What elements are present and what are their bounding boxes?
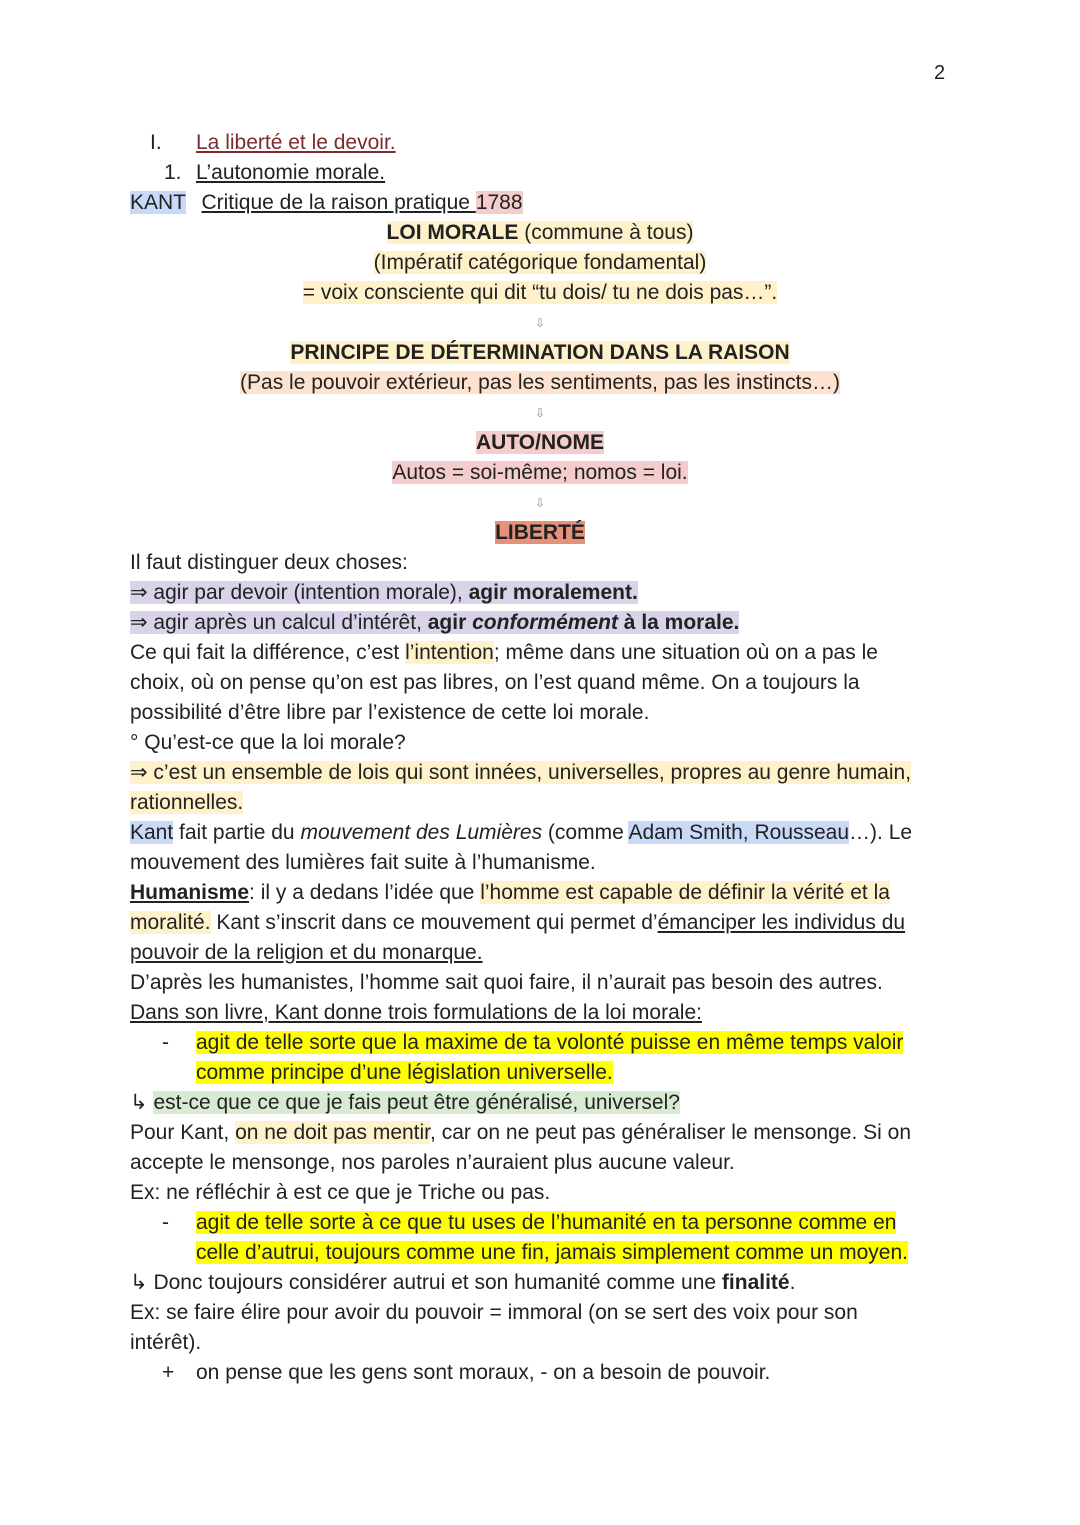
- paragraph-line: mouvement des lumières fait suite à l’humanisme.: [130, 851, 596, 874]
- paragraph-line: choix, où on pense qu’on est pas libres, on l’est quand même. On a toujours la: [130, 671, 860, 694]
- page-number: 2: [934, 62, 946, 84]
- paragraph-line: possibilité d’être libre par l’existence de cette loi morale.: [130, 701, 650, 724]
- down-arrow-icon: ⇩: [534, 496, 546, 510]
- paragraph-line: intérêt).: [130, 1331, 202, 1354]
- dash-bullet: -: [162, 1211, 169, 1234]
- paragraph-line: Pour Kant, on ne doit pas mentir, car on ne peut pas généraliser le mensonge. Si on: [130, 1121, 912, 1144]
- imperatif-text: (Impératif catégorique fondamental): [373, 251, 707, 274]
- down-arrow-icon: ⇩: [534, 316, 546, 330]
- paragraph-line: pouvoir de la religion et du monarque.: [130, 941, 483, 964]
- formulation-line: celle d’autrui, toujours comme une fin, jamais simplement comme un moyen.: [196, 1241, 908, 1264]
- loi-morale-title: LOI MORALE: [386, 221, 519, 244]
- diagram-principe: [0, 338, 1080, 368]
- section-number: I.: [150, 131, 162, 154]
- paragraph-line: Ex: se faire élire pour avoir du pouvoir = immoral (on se sert des voix pour son: [130, 1301, 858, 1324]
- paragraph-line: ⇒ agir après un calcul d’intérêt, agir conformément à la morale.: [130, 611, 740, 634]
- formulation-line: comme principe d’une législation universelle.: [196, 1061, 613, 1084]
- formulation-line: agit de telle sorte à ce que tu uses de l’humanité en ta personne comme en: [196, 1211, 897, 1234]
- diagram-autonome: [0, 428, 1080, 458]
- diagram-pas: [0, 368, 1080, 398]
- publication-year: 1788: [475, 191, 523, 214]
- paragraph-line: Ex: ne réfléchir à est ce que je Triche ou pas.: [130, 1181, 551, 1204]
- diagram-liberte: [0, 518, 1080, 548]
- loi-morale-note: (commune à tous): [518, 221, 694, 244]
- book-title: Critique de la raison pratique: [201, 191, 476, 214]
- paragraph-line: ⇒ agir par devoir (intention morale), agir moralement.: [130, 581, 638, 604]
- paragraph-line: ° Qu’est-ce que la loi morale?: [130, 731, 406, 754]
- paragraph-line: Kant fait partie du mouvement des Lumières (comme Adam Smith, Rousseau…). Le: [130, 821, 913, 844]
- kant-reference: [130, 188, 950, 218]
- paragraph-line: ↳ est-ce que ce que je fais peut être généralisé, universel?: [130, 1091, 680, 1114]
- paragraph-line: rationnelles.: [130, 791, 244, 814]
- diagram-loi-morale: [0, 218, 1080, 248]
- paragraph-line: on pense que les gens sont moraux, - on a besoin de pouvoir.: [196, 1361, 771, 1384]
- subsection-heading: [164, 158, 950, 188]
- section-title: La liberté et le devoir.: [196, 131, 396, 154]
- subsection-number: 1.: [164, 161, 182, 184]
- paragraph-line: accepte le mensonge, nos paroles n’auraient plus aucune valeur.: [130, 1151, 735, 1174]
- paragraph-line: Ce qui fait la différence, c’est l’intention; même dans une situation où on a pas le: [130, 641, 878, 664]
- formulation-line: agit de telle sorte que la maxime de ta volonté puisse en même temps valoir: [196, 1031, 904, 1054]
- paragraph-line: Dans son livre, Kant donne trois formulations de la loi morale:: [130, 1001, 702, 1024]
- return-arrow-icon: ↳: [130, 1091, 148, 1114]
- section-heading: [150, 128, 950, 158]
- down-arrow-icon: ⇩: [534, 406, 546, 420]
- dash-bullet: -: [162, 1031, 169, 1054]
- diagram-voix: [0, 278, 1080, 308]
- paragraph-line: moralité. Kant s’inscrit dans ce mouvement qui permet d’émanciper les individus du: [130, 911, 906, 934]
- paragraph-line: Il faut distinguer deux choses:: [130, 551, 408, 574]
- diagram-imperatif: [0, 248, 1080, 278]
- paragraph-line: D’après les humanistes, l’homme sait quoi faire, il n’aurait pas besoin des autres.: [130, 971, 883, 994]
- principe-text: PRINCIPE DE DÉTERMINATION DANS LA RAISON: [290, 341, 790, 364]
- pas-text: (Pas le pouvoir extérieur, pas les sentiments, pas les instincts…): [240, 371, 840, 394]
- paragraph-line: ⇒ c’est un ensemble de lois qui sont innées, universelles, propres au genre humain,: [130, 761, 912, 784]
- subsection-title: L’autonomie morale.: [196, 161, 386, 184]
- diagram-autos: [0, 458, 1080, 488]
- liberte-text: LIBERTÉ: [495, 521, 585, 544]
- plus-bullet: +: [162, 1361, 175, 1384]
- autonome-text: AUTO/NOME: [476, 431, 604, 454]
- return-arrow-icon: ↳: [130, 1271, 148, 1294]
- paragraph-line: Humanisme: il y a dedans l’idée que l’homme est capable de définir la vérité et la: [130, 881, 890, 904]
- author-name: KANT: [130, 191, 186, 214]
- autos-text: Autos = soi-même; nomos = loi.: [392, 461, 688, 484]
- paragraph-line: ↳ Donc toujours considérer autrui et son humanité comme une finalité.: [130, 1271, 796, 1294]
- voix-text: = voix consciente qui dit “tu dois/ tu ne dois pas…”.: [302, 281, 778, 304]
